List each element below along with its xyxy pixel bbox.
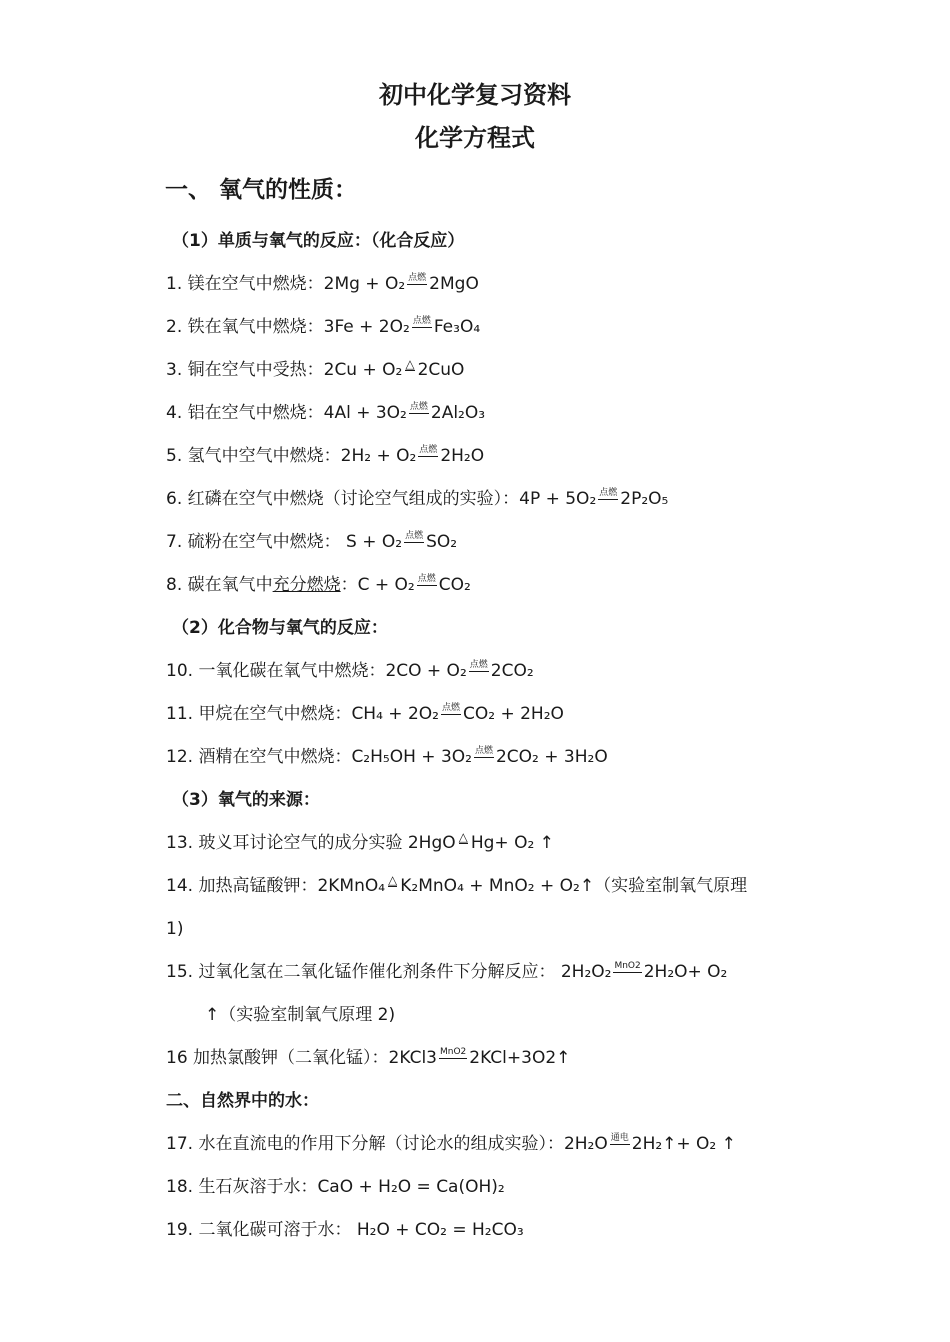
equation-product: Fe₃O₄ [433, 317, 481, 337]
equation-text: 2. 铁在氧气中燃烧：3Fe + 2O₂ [166, 317, 410, 337]
equation-text: 7. 硫粉在空气中燃烧： S + O₂ [166, 532, 403, 552]
equation-product: CO₂ + 2H₂O [463, 704, 564, 724]
document-subtitle: 化学方程式 [415, 124, 535, 152]
equation-product: SO₂ [426, 532, 458, 552]
heat-triangle-icon: △ [405, 357, 415, 371]
equation-text: 6. 红磷在空气中燃烧（讨论空气组成的实验）：4P + 5O₂ [166, 489, 597, 509]
equation-14 [166, 874, 747, 898]
equation-12 [166, 745, 608, 769]
equation-10 [166, 659, 534, 683]
subsection-heading-elements: （1）单质与氧气的反应：（化合反应） [172, 231, 465, 251]
equation-18: 18. 生石灰溶于水：CaO + H₂O = Ca(OH)₂ [166, 1177, 505, 1197]
condition-ignite: 点燃 [409, 402, 428, 412]
condition-ignite: 点燃 [412, 316, 431, 326]
condition-ignite: 点燃 [469, 660, 488, 670]
equation-16 [166, 1046, 570, 1070]
equation-product: 2H₂↑+ O₂ ↑ [631, 1134, 736, 1154]
equation-text: 14. 加热高锰酸钾：2KMnO₄ [166, 876, 386, 896]
equation-3 [166, 358, 464, 382]
equation-text: 1. 镁在空气中燃烧：2Mg + O₂ [166, 274, 406, 294]
equation-4 [166, 401, 485, 425]
equation-product: 2P₂O₅ [620, 489, 669, 509]
subsection-heading-sources: （3）氧气的来源： [172, 790, 320, 810]
equation-text: 12. 酒精在空气中燃烧：C₂H₅OH + 3O₂ [166, 747, 472, 767]
equation-product: 2MgO [429, 274, 479, 294]
equation-2 [166, 315, 480, 339]
equation-11 [166, 702, 564, 726]
equation-text: 17. 水在直流电的作用下分解（讨论水的组成实验）：2H₂O [166, 1134, 608, 1154]
equation-7 [166, 530, 457, 554]
equation-14-continued: 1) [166, 919, 184, 939]
equation-product: 2H₂O+ O₂ [643, 962, 728, 982]
condition-catalyst: MnO2 [439, 1047, 467, 1057]
condition-ignite: 点燃 [405, 531, 424, 541]
section-heading-water: 二、自然界中的水： [166, 1091, 319, 1111]
equation-text: 11. 甲烷在空气中燃烧：CH₄ + 2O₂ [166, 704, 439, 724]
equation-text: 10. 一氧化碳在氧气中燃烧：2CO + O₂ [166, 661, 467, 681]
equation-product: K₂MnO₄ + MnO₂ + O₂↑（实验室制氧气原理 [400, 876, 748, 896]
equation-text: 4. 铝在空气中燃烧：4Al + 3O₂ [166, 403, 407, 423]
condition-ignite: 点燃 [408, 273, 427, 283]
equation-product: 2CuO [417, 360, 465, 380]
equation-5 [166, 444, 484, 468]
equation-product: 2KCl+3O2↑ [469, 1048, 571, 1068]
condition-ignite: 点燃 [417, 574, 436, 584]
condition-electric: 通电 [610, 1133, 629, 1143]
equation-product: Hg+ O₂ ↑ [470, 833, 554, 853]
equation-text: 16 加热氯酸钾（二氧化锰）：2KCl3 [166, 1048, 437, 1068]
equation-product: 2CO₂ + 3H₂O [495, 747, 608, 767]
equation-6 [166, 487, 668, 511]
equation-17 [166, 1132, 736, 1156]
equation-text: 5. 氢气中空气中燃烧：2H₂ + O₂ [166, 446, 417, 466]
condition-ignite: 点燃 [419, 445, 438, 455]
equation-text: 8. 碳在氧气中 [166, 575, 273, 595]
equation-8 [166, 573, 471, 597]
heat-triangle-icon: △ [388, 873, 398, 887]
equation-product: 2H₂O [440, 446, 485, 466]
equation-15-continued: ↑（实验室制氧气原理 2) [205, 1005, 396, 1025]
equation-product: 2CO₂ [490, 661, 534, 681]
equation-19: 19. 二氧化碳可溶于水： H₂O + CO₂ = H₂CO₃ [166, 1220, 524, 1240]
condition-ignite: 点燃 [599, 488, 618, 498]
equation-text: 15. 过氧化氢在二氧化锰作催化剂条件下分解反应： 2H₂O₂ [166, 962, 612, 982]
underlined-text: 充分燃烧 [272, 575, 341, 595]
equation-product: CO₂ [438, 575, 471, 595]
equation-text-post: ：C + O₂ [340, 575, 415, 595]
heat-triangle-icon: △ [458, 830, 468, 844]
section-heading-oxygen: 一、 氧气的性质： [165, 177, 358, 203]
equation-13 [166, 831, 554, 855]
document-title: 初中化学复习资料 [379, 81, 571, 109]
equation-text: 3. 铜在空气中受热：2Cu + O₂ [166, 360, 403, 380]
equation-1 [166, 272, 479, 296]
equation-15 [166, 960, 727, 984]
equation-text: 13. 玻义耳讨论空气的成分实验 2HgO [166, 833, 456, 853]
condition-ignite: 点燃 [474, 746, 493, 756]
equation-product: 2Al₂O₃ [430, 403, 486, 423]
condition-catalyst: MnO2 [614, 961, 641, 971]
subsection-heading-compounds: （2）化合物与氧气的反应： [172, 618, 388, 638]
condition-ignite: 点燃 [441, 703, 460, 713]
